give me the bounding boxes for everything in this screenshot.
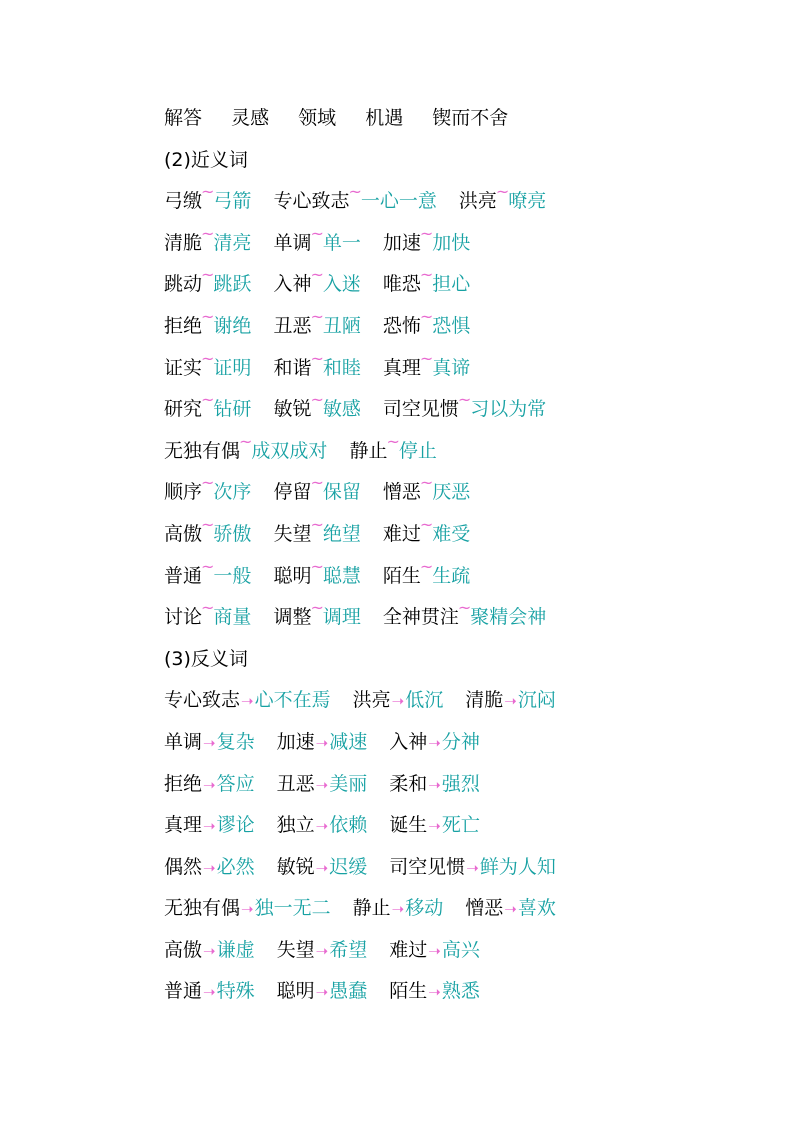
antonym-word: 诞生 [389, 814, 428, 837]
antonym-row [164, 805, 764, 847]
synonym-row [164, 431, 764, 473]
synonym-word: 聪明 [273, 564, 312, 587]
synonym-pair [383, 514, 470, 556]
synonym-word: 单调 [273, 231, 312, 254]
antonym-pair [164, 847, 255, 890]
synonym-word: 跳动 [164, 273, 203, 296]
antonym-row [164, 680, 764, 722]
tilde-separator: ~ [201, 265, 215, 285]
synonym-answer: 成双成对 [251, 439, 328, 462]
antonym-word: 清脆 [465, 689, 504, 712]
antonym-answer: 鲜为人知 [479, 855, 556, 878]
antonym-pair [389, 805, 480, 848]
arrow-separator-icon: ➝ [203, 941, 216, 960]
synonym-pair [349, 431, 436, 473]
synonym-answer: 弓箭 [213, 190, 252, 213]
antonym-pair [277, 722, 368, 765]
antonym-row [164, 722, 764, 764]
tilde-separator: ~ [201, 182, 215, 202]
synonym-row [164, 472, 764, 514]
synonym-pair [383, 556, 470, 598]
synonym-pair [383, 223, 470, 265]
antonym-answer: 减速 [329, 730, 368, 753]
tilde-separator: ~ [495, 182, 510, 202]
synonym-word: 静止 [349, 439, 388, 462]
tilde-separator: ~ [419, 265, 434, 285]
synonym-answer: 商量 [213, 606, 252, 629]
synonym-word: 难过 [382, 522, 421, 545]
synonym-row [164, 348, 764, 390]
synonym-answer: 生疏 [432, 564, 471, 587]
tilde-separator: ~ [386, 431, 400, 451]
antonym-answer: 答应 [216, 772, 255, 795]
arrow-separator-icon: ➝ [203, 983, 216, 1002]
tilde-separator: ~ [419, 556, 434, 576]
antonym-pair [164, 764, 255, 807]
synonym-word: 唯恐 [382, 273, 421, 296]
antonym-answer: 熟悉 [441, 980, 480, 1003]
tilde-separator: ~ [310, 265, 324, 285]
arrow-separator-icon: ➝ [315, 858, 329, 877]
synonym-word: 高傲 [164, 522, 203, 545]
antonym-pair [277, 971, 368, 1014]
antonym-word: 拒绝 [164, 772, 203, 795]
synonym-answer: 担心 [432, 273, 471, 296]
antonym-pair [465, 680, 556, 723]
antonym-pair [353, 680, 444, 723]
antonym-word: 加速 [276, 730, 315, 753]
tilde-separator: ~ [201, 556, 215, 576]
antonym-word: 专心致志 [164, 689, 241, 712]
synonym-pair [383, 348, 470, 390]
antonym-word: 失望 [276, 938, 315, 961]
antonym-pair [164, 888, 331, 931]
antonym-pair [277, 930, 368, 973]
synonym-answer: 次序 [213, 481, 252, 504]
antonym-answer: 低沉 [405, 689, 444, 712]
synonym-pair [164, 514, 251, 556]
synonym-answer: 丑陋 [322, 314, 361, 337]
synonym-word: 研究 [164, 398, 203, 421]
vocabulary-line [164, 98, 764, 140]
antonym-row [164, 888, 764, 930]
tilde-separator: ~ [310, 223, 324, 243]
tilde-separator: ~ [419, 348, 434, 368]
synonym-word: 清脆 [164, 231, 203, 254]
synonym-answer: 调理 [322, 606, 361, 629]
tilde-separator: ~ [457, 390, 472, 410]
synonym-answer: 敏感 [322, 398, 361, 421]
antonym-answer: 必然 [216, 855, 255, 878]
tilde-separator: ~ [310, 390, 324, 410]
synonym-word: 调整 [273, 606, 312, 629]
antonym-word: 单调 [164, 730, 203, 753]
antonym-row [164, 847, 764, 889]
tilde-separator: ~ [310, 306, 324, 326]
synonym-pair [383, 597, 546, 639]
antonym-word: 独立 [276, 814, 315, 837]
arrow-separator-icon: ➝ [203, 858, 216, 877]
arrow-separator-icon: ➝ [203, 817, 216, 836]
synonym-word: 恐怖 [382, 314, 421, 337]
antonym-row [164, 930, 764, 972]
antonym-pair [389, 930, 480, 973]
tilde-separator: ~ [457, 598, 472, 618]
antonym-pair [164, 805, 255, 848]
synonym-word: 洪亮 [458, 190, 497, 213]
tilde-separator: ~ [201, 390, 215, 410]
arrow-separator-icon: ➝ [504, 900, 517, 919]
synonym-pair [383, 306, 470, 348]
tilde-separator: ~ [239, 431, 253, 451]
synonym-pair [459, 181, 546, 223]
synonym-word: 司空见惯 [382, 398, 459, 421]
synonym-word: 讨论 [164, 606, 203, 629]
tilde-separator: ~ [201, 514, 215, 534]
antonym-answer: 高兴 [441, 938, 480, 961]
arrow-separator-icon: ➝ [241, 900, 254, 919]
synonym-word: 敏锐 [273, 398, 312, 421]
synonym-pair [164, 306, 251, 348]
synonym-answer: 单一 [322, 231, 361, 254]
antonyms-list [164, 680, 764, 1013]
synonym-answer: 习以为常 [470, 398, 547, 421]
antonym-pair [353, 888, 444, 931]
synonym-pair [273, 514, 360, 556]
antonym-word: 难过 [389, 938, 428, 961]
synonym-word: 真理 [382, 356, 421, 379]
antonyms-heading: (3)反义词 [164, 647, 248, 670]
antonym-answer: 喜欢 [517, 897, 556, 920]
synonym-pair [273, 389, 360, 431]
antonym-pair [389, 847, 556, 890]
antonym-pair [465, 888, 556, 931]
antonym-answer: 独一无二 [254, 897, 331, 920]
antonym-answer: 愚蠢 [329, 980, 368, 1003]
synonym-pair [164, 223, 251, 265]
synonym-answer: 绝望 [322, 522, 361, 545]
antonym-word: 司空见惯 [389, 855, 466, 878]
tilde-separator: ~ [201, 598, 215, 618]
antonym-word: 入神 [389, 730, 428, 753]
tilde-separator: ~ [310, 348, 324, 368]
antonym-word: 无独有偶 [164, 897, 241, 920]
arrow-separator-icon: ➝ [504, 692, 517, 711]
synonym-row [164, 514, 764, 556]
antonym-word: 敏锐 [276, 855, 315, 878]
vocab-word: 机遇 [365, 107, 404, 129]
synonym-pair [273, 348, 360, 390]
antonym-word: 静止 [352, 897, 391, 920]
antonym-pair [389, 764, 480, 807]
antonym-pair [277, 847, 368, 890]
tilde-separator: ~ [201, 348, 215, 368]
synonym-answer: 一般 [213, 564, 252, 587]
tilde-separator: ~ [201, 223, 215, 243]
synonym-pair [273, 181, 436, 223]
synonym-row [164, 556, 764, 598]
synonym-pair [164, 597, 251, 639]
synonym-answer: 和睦 [322, 356, 361, 379]
synonym-answer: 聪慧 [322, 564, 361, 587]
tilde-separator: ~ [201, 306, 215, 326]
tilde-separator: ~ [310, 598, 324, 618]
synonym-word: 丑恶 [273, 314, 312, 337]
arrow-separator-icon: ➝ [203, 733, 216, 752]
synonym-pair [273, 264, 360, 306]
synonym-answer: 证明 [213, 356, 252, 379]
arrow-separator-icon: ➝ [428, 733, 441, 752]
antonym-pair [389, 722, 480, 765]
synonym-answer: 入迷 [322, 273, 361, 296]
antonym-answer: 谬论 [216, 814, 255, 837]
antonym-answer: 沉闷 [517, 689, 556, 712]
antonym-answer: 希望 [329, 938, 368, 961]
synonym-pair [383, 389, 546, 431]
arrow-separator-icon: ➝ [428, 983, 441, 1002]
synonym-answer: 恐惧 [432, 314, 471, 337]
synonym-answer: 跳跃 [213, 273, 252, 296]
arrow-separator-icon: ➝ [315, 817, 329, 836]
synonym-answer: 真谛 [432, 356, 471, 379]
antonym-pair [389, 971, 480, 1014]
tilde-separator: ~ [348, 182, 362, 202]
antonym-word: 普通 [164, 980, 203, 1003]
synonym-answer: 加快 [432, 231, 471, 254]
vocab-word: 解答 [164, 107, 203, 129]
antonym-pair [277, 805, 368, 848]
synonym-pair [164, 181, 251, 223]
synonym-pair [273, 472, 360, 514]
synonym-word: 顺序 [164, 481, 203, 504]
synonym-row [164, 306, 764, 348]
synonym-answer: 一心一意 [360, 190, 437, 213]
antonym-pair [164, 680, 331, 723]
synonym-pair [383, 472, 470, 514]
tilde-separator: ~ [419, 514, 434, 534]
synonym-pair [164, 264, 251, 306]
antonym-word: 偶然 [164, 855, 203, 878]
antonym-pair [164, 722, 255, 765]
synonym-word: 全神贯注 [382, 606, 459, 629]
antonym-row [164, 764, 764, 806]
synonym-word: 证实 [164, 356, 203, 379]
arrow-separator-icon: ➝ [315, 733, 329, 752]
arrow-separator-icon: ➝ [315, 983, 329, 1002]
tilde-separator: ~ [419, 223, 434, 243]
antonym-answer: 分神 [441, 730, 480, 753]
antonym-answer: 依赖 [329, 814, 368, 837]
synonym-pair [273, 306, 360, 348]
antonym-answer: 强烈 [441, 772, 480, 795]
synonym-pair [164, 389, 251, 431]
antonym-word: 憎恶 [465, 897, 504, 920]
antonym-word: 真理 [164, 814, 203, 837]
arrow-separator-icon: ➝ [241, 692, 254, 711]
synonym-word: 憎恶 [382, 481, 421, 504]
antonym-row [164, 971, 764, 1013]
synonym-answer: 骄傲 [213, 522, 252, 545]
antonym-answer: 死亡 [441, 814, 480, 837]
tilde-separator: ~ [419, 473, 434, 493]
antonym-word: 柔和 [389, 772, 428, 795]
synonym-pair [383, 264, 470, 306]
antonym-word: 陌生 [389, 980, 428, 1003]
synonym-word: 和谐 [273, 356, 312, 379]
synonym-answer: 难受 [432, 522, 471, 545]
synonym-word: 专心致志 [273, 190, 350, 213]
synonym-row [164, 181, 764, 223]
tilde-separator: ~ [310, 514, 324, 534]
synonym-answer: 保留 [322, 481, 361, 504]
antonym-pair [164, 971, 255, 1014]
vocab-word: 灵感 [231, 107, 270, 129]
antonym-answer: 谦虚 [216, 938, 255, 961]
synonym-row [164, 389, 764, 431]
synonym-answer: 钻研 [213, 398, 252, 421]
document-body [164, 98, 764, 1013]
synonym-row [164, 264, 764, 306]
synonym-row [164, 223, 764, 265]
synonym-row [164, 597, 764, 639]
arrow-separator-icon: ➝ [391, 692, 405, 711]
tilde-separator: ~ [419, 306, 434, 326]
synonyms-heading: (2)近义词 [164, 148, 248, 171]
arrow-separator-icon: ➝ [466, 858, 479, 877]
antonym-word: 洪亮 [352, 689, 391, 712]
arrow-separator-icon: ➝ [315, 941, 329, 960]
arrow-separator-icon: ➝ [428, 941, 441, 960]
synonym-answer: 停止 [398, 439, 437, 462]
antonym-answer: 复杂 [216, 730, 255, 753]
antonym-pair [164, 930, 255, 973]
synonym-pair [164, 472, 251, 514]
synonym-pair [164, 556, 251, 598]
vocab-word: 锲而不舍 [432, 107, 509, 129]
tilde-separator: ~ [310, 473, 324, 493]
synonym-word: 陌生 [382, 564, 421, 587]
synonym-pair [273, 597, 360, 639]
synonym-answer: 聚精会神 [470, 606, 547, 629]
antonym-answer: 迟缓 [329, 855, 368, 878]
synonym-pair [273, 556, 360, 598]
synonyms-list [164, 181, 764, 639]
arrow-separator-icon: ➝ [428, 775, 441, 794]
synonym-word: 加速 [382, 231, 421, 254]
synonym-pair [164, 431, 327, 473]
synonym-word: 停留 [273, 481, 312, 504]
synonym-answer: 嘹亮 [508, 190, 547, 213]
tilde-separator: ~ [201, 473, 215, 493]
antonym-answer: 移动 [405, 897, 444, 920]
antonym-answer: 美丽 [329, 772, 368, 795]
synonym-word: 拒绝 [164, 314, 203, 337]
synonym-word: 无独有偶 [164, 439, 241, 462]
synonym-answer: 谢绝 [213, 314, 252, 337]
synonym-pair [273, 223, 360, 265]
tilde-separator: ~ [310, 556, 324, 576]
arrow-separator-icon: ➝ [391, 900, 405, 919]
synonym-pair [164, 348, 251, 390]
synonym-answer: 厌恶 [432, 481, 471, 504]
synonym-word: 入神 [273, 273, 312, 296]
arrow-separator-icon: ➝ [315, 775, 329, 794]
synonym-answer: 清亮 [213, 231, 252, 254]
antonym-answer: 心不在焉 [254, 689, 331, 712]
vocab-word: 领域 [298, 107, 337, 129]
synonym-word: 失望 [273, 522, 312, 545]
antonym-word: 聪明 [276, 980, 315, 1003]
antonym-word: 高傲 [164, 938, 203, 961]
antonym-word: 丑恶 [276, 772, 315, 795]
arrow-separator-icon: ➝ [428, 817, 441, 836]
antonym-answer: 特殊 [216, 980, 255, 1003]
arrow-separator-icon: ➝ [203, 775, 216, 794]
antonym-pair [277, 764, 368, 807]
synonym-word: 普通 [164, 564, 203, 587]
synonym-word: 弓缴 [164, 190, 203, 213]
